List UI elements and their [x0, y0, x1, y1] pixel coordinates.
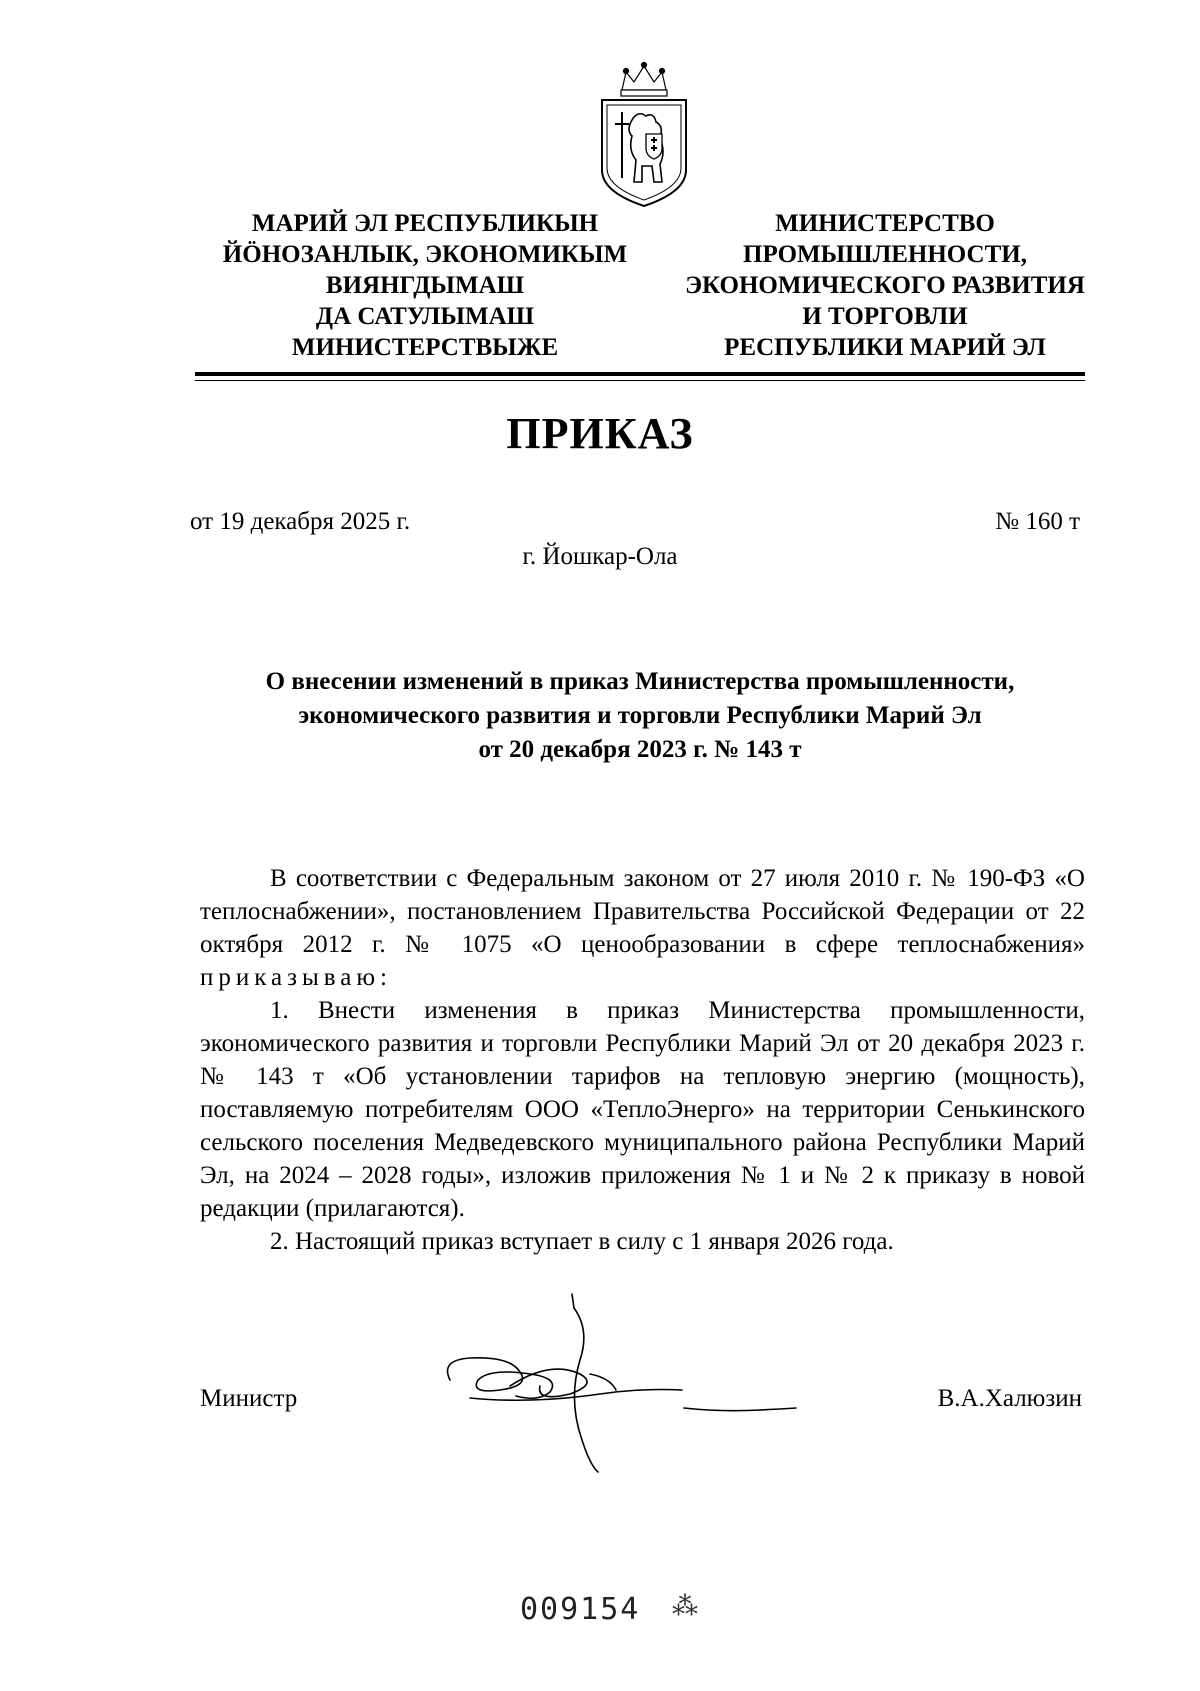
signatory-position: Министр [200, 1385, 298, 1412]
header-russian-line: МИНИСТЕРСТВО [775, 210, 995, 237]
header-russian-line: ПРОМЫШЛЕННОСТИ, [743, 241, 1027, 268]
header-russian-line: И ТОРГОВЛИ [802, 303, 968, 330]
signatory-name: В.А.Халюзин [937, 1385, 1082, 1412]
header-mari-line: МАРИЙ ЭЛ РЕСПУБЛИКЫН [251, 210, 599, 237]
subject-line: от 20 декабря 2023 г. № 143 т [478, 736, 802, 763]
header-mari-line: ДА САТУЛЫМАШ [315, 303, 535, 330]
header-mari-line: ЙӦНОЗАНЛЫК, ЭКОНОМИКЫМ [222, 241, 628, 268]
header-mari-line: МИНИСТЕРСТВЫЖЕ [291, 334, 559, 361]
document-city: г. Йошкар-Ола [522, 543, 678, 570]
document-body [200, 862, 1085, 1258]
preamble-paragraph [200, 862, 1085, 994]
header-mari [195, 208, 655, 363]
subject-line: экономического развития и торговли Республики Марий Эл [298, 702, 982, 729]
header-divider-thick [195, 372, 1085, 376]
header-russian [665, 208, 1105, 363]
handwritten-signature [440, 1290, 800, 1480]
coat-of-arms-emblem [588, 60, 700, 210]
item-2-paragraph: 2. Настоящий приказ вступает в силу с 1 января 2026 года. [270, 1228, 894, 1255]
header-russian-line: РЕСПУБЛИКИ МАРИЙ ЭЛ [724, 334, 1046, 361]
registration-number: 009154 [520, 1592, 641, 1627]
preamble-text: В соответствии с Федеральным законом от 27 июля 2010 г. № 190-ФЗ «О теплоснабжении», постановлением Правительства Российской Федерации от 22 октября 2012 г. № 1075 «О ценообразовании в сфере теплоснабжения» [200, 865, 1085, 958]
document-subject [190, 665, 1090, 767]
document-date: от 19 декабря 2025 г. [190, 508, 411, 535]
header-divider-thin [195, 380, 1085, 381]
order-suffix: : [380, 964, 387, 991]
header-mari-line: ВИЯНГДЫМАШ [325, 272, 525, 299]
item-1-paragraph: 1. Внести изменения в приказ Министерства промышленности, экономического развития и торговли Республики Марий Эл от 20 декабря 2023 г. № 143 т «Об установлении тарифов на тепловую энергию (мощность), поставляемую потребителям ООО «ТеплоЭнерго» на территории Сенькинского сельского поселения Медведевского муниципального района Республики Марий Эл, на 2024 – 2028 годы», изложив приложения № 1 и № 2 к приказу в новой редакции (прилагаются). [200, 997, 1085, 1222]
subject-line: О внесении изменений в приказ Министерства промышленности, [265, 668, 1015, 695]
document-title: ПРИКАЗ [506, 409, 694, 458]
document-number: № 160 т [995, 508, 1080, 535]
registration-mark: ⁂ [672, 1592, 698, 1621]
order-word: приказываю [200, 964, 381, 991]
header-russian-line: ЭКОНОМИЧЕСКОГО РАЗВИТИЯ [685, 272, 1085, 299]
